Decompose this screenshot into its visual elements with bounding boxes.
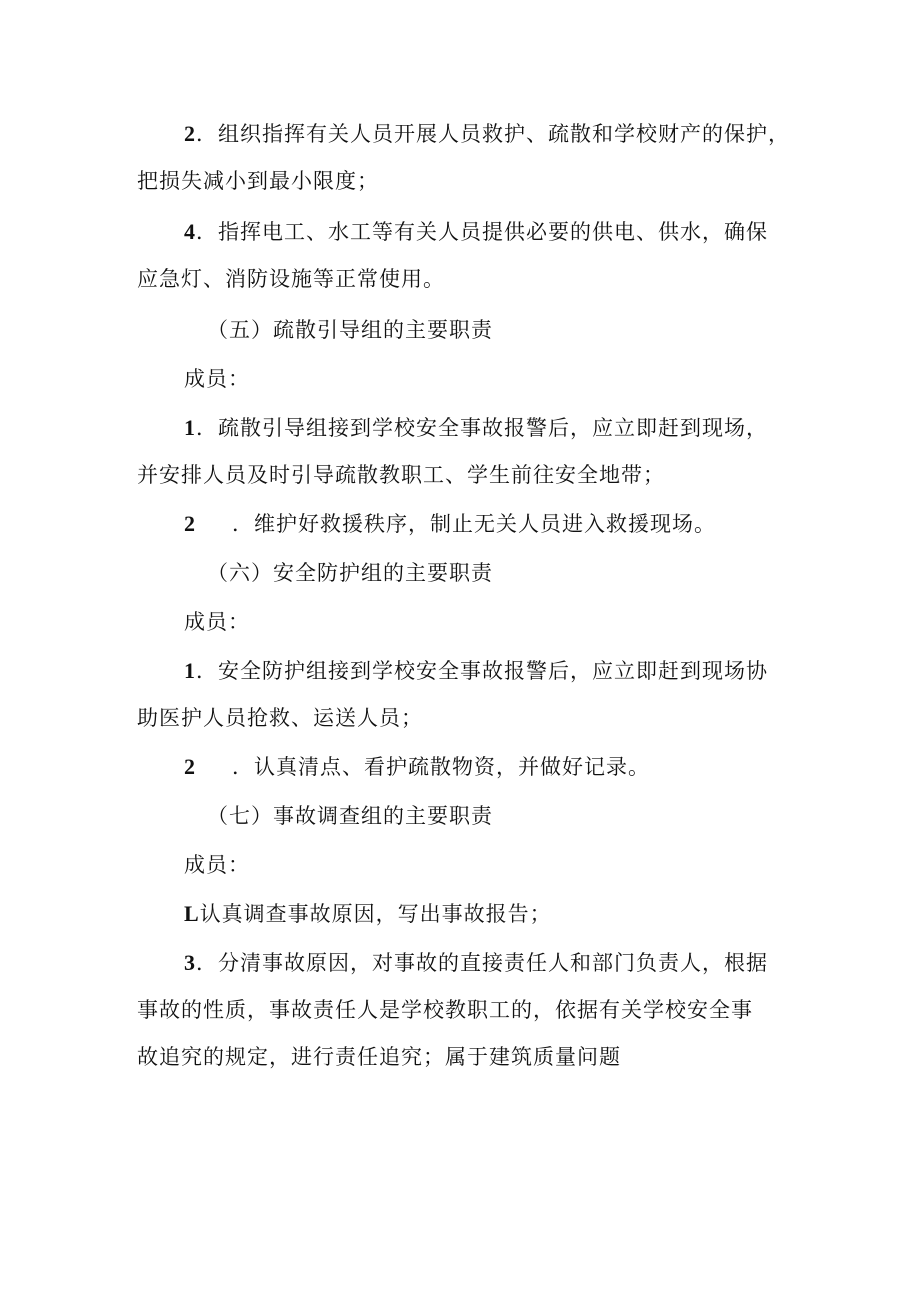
members-label — [184, 850, 250, 880]
item-number: 2 — [184, 121, 196, 146]
paragraph-line — [184, 948, 768, 978]
paragraph-line — [137, 166, 379, 196]
line-text: （五）疏散引导组的主要职责 — [207, 318, 493, 342]
paragraph-line — [137, 1042, 621, 1072]
line-text: （六）安全防护组的主要职责 — [207, 561, 493, 585]
line-text: 成员： — [184, 853, 250, 877]
paragraph-line — [184, 752, 650, 782]
members-label — [184, 607, 250, 637]
line-text: ．分清事故原因，对事故的直接责任人和部门负责人，根据 — [196, 951, 768, 975]
paragraph-line — [184, 413, 768, 443]
line-text: ．组织指挥有关人员开展人员救护、疏散和学校财产的保护， — [196, 122, 790, 146]
members-label — [184, 364, 250, 394]
item-number: 2 — [184, 511, 196, 536]
line-text: 认真调查事故原因，写出事故报告； — [199, 902, 552, 926]
paragraph-line — [137, 995, 753, 1025]
section-heading — [207, 315, 493, 345]
item-number: 4 — [184, 219, 196, 244]
item-number: 1 — [184, 658, 196, 683]
item-number: 3 — [184, 950, 196, 975]
line-text: ．认真清点、看护疏散物资，并做好记录。 — [232, 755, 650, 779]
line-text: 应急灯、消防设施等正常使用。 — [137, 267, 445, 291]
paragraph-line — [184, 217, 768, 247]
paragraph-line — [137, 703, 423, 733]
paragraph-line — [184, 119, 790, 149]
item-number: 1 — [184, 415, 196, 440]
line-text: 事故的性质，事故责任人是学校教职工的，依据有关学校安全事 — [137, 998, 753, 1022]
line-text: 并安排人员及时引导疏散教职工、学生前往安全地带； — [137, 463, 665, 487]
section-heading — [207, 801, 493, 831]
section-heading — [207, 558, 493, 588]
item-number: 2 — [184, 754, 196, 779]
item-number: L — [184, 901, 200, 926]
line-text: ．安全防护组接到学校安全事故报警后，应立即赶到现场协 — [196, 659, 768, 683]
paragraph-line — [184, 656, 768, 686]
line-text: ．疏散引导组接到学校安全事故报警后，应立即赶到现场， — [196, 416, 768, 440]
paragraph-line — [137, 460, 665, 490]
line-text: 成员： — [184, 367, 250, 391]
paragraph-line — [184, 899, 552, 929]
line-text: ．维护好救援秩序，制止无关人员进入救援现场。 — [232, 512, 716, 536]
line-text: 故追究的规定，进行责任追究；属于建筑质量问题 — [137, 1045, 621, 1069]
line-text: （七）事故调查组的主要职责 — [207, 804, 493, 828]
paragraph-line — [137, 264, 445, 294]
line-text: 把损失减小到最小限度； — [137, 169, 379, 193]
paragraph-line — [184, 509, 716, 539]
line-text: 助医护人员抢救、运送人员； — [137, 706, 423, 730]
line-text: 成员： — [184, 610, 250, 634]
line-text: ．指挥电工、水工等有关人员提供必要的供电、供水，确保 — [196, 220, 768, 244]
